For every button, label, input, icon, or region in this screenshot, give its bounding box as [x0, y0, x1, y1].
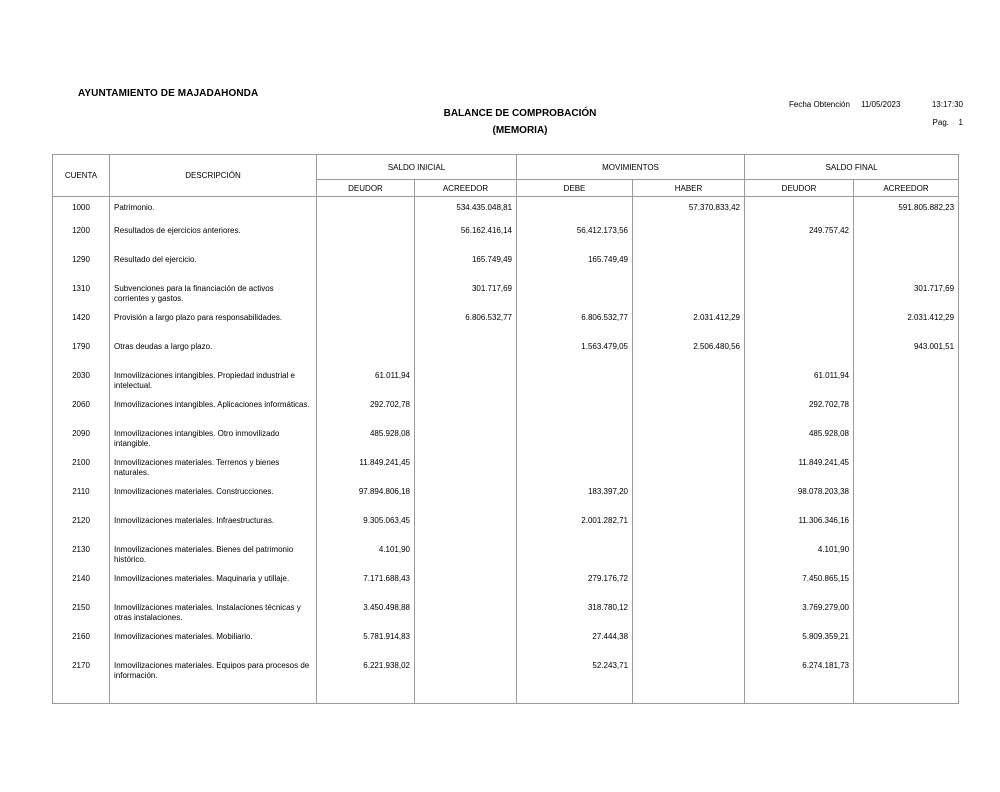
header-saldo-inicial: SALDO INICIAL — [317, 155, 517, 180]
cell-debe: 318.780,12 — [517, 603, 633, 632]
cell-cuenta: 2150 — [53, 603, 110, 632]
cell-cuenta: 2100 — [53, 458, 110, 487]
table-row — [53, 429, 959, 458]
cell-saldo-final-acreedor — [854, 661, 959, 690]
cell-descripcion: Provisión a largo plazo para responsabilidades. — [110, 313, 317, 342]
cell-cuenta: 2120 — [53, 516, 110, 545]
cell-saldo-inicial-deudor: 6.221.938,02 — [317, 661, 415, 690]
report-subtitle: (MEMORIA) — [492, 125, 548, 136]
cell-cuenta: 2110 — [53, 487, 110, 516]
cell-saldo-inicial-acreedor: 534.435.048,81 — [415, 197, 517, 227]
cell-saldo-final-deudor: 249.757,42 — [745, 226, 854, 255]
filler-cell — [53, 690, 110, 704]
header-saldo-final: SALDO FINAL — [745, 155, 959, 180]
filler-cell — [517, 690, 633, 704]
table-row — [53, 603, 959, 632]
cell-saldo-final-deudor: 485.928,08 — [745, 429, 854, 458]
cell-saldo-final-acreedor — [854, 255, 959, 284]
cell-saldo-final-deudor — [745, 342, 854, 371]
cell-cuenta: 1790 — [53, 342, 110, 371]
header-si-acreedor: ACREEDOR — [415, 180, 517, 197]
header-si-deudor: DEUDOR — [317, 180, 415, 197]
cell-saldo-inicial-acreedor: 6.806.532,77 — [415, 313, 517, 342]
page-number: 1 — [958, 118, 963, 127]
cell-saldo-final-deudor: 61.011,94 — [745, 371, 854, 400]
cell-cuenta: 1420 — [53, 313, 110, 342]
cell-saldo-final-deudor — [745, 197, 854, 227]
cell-descripcion: Resultados de ejercicios anteriores. — [110, 226, 317, 255]
table-row — [53, 197, 959, 227]
cell-descripcion: Inmovilizaciones materiales. Mobiliario. — [110, 632, 317, 661]
cell-descripcion: Inmovilizaciones materiales. Equipos para procesos de información. — [110, 661, 317, 690]
cell-descripcion: Inmovilizaciones materiales. Instalaciones técnicas y otras instalaciones. — [110, 603, 317, 632]
cell-cuenta: 2030 — [53, 371, 110, 400]
table-row — [53, 632, 959, 661]
cell-saldo-inicial-deudor: 5.781.914,83 — [317, 632, 415, 661]
header-movimientos: MOVIMIENTOS — [517, 155, 745, 180]
cell-saldo-inicial-acreedor — [415, 487, 517, 516]
cell-saldo-final-deudor: 11.849.241,45 — [745, 458, 854, 487]
header-sf-acreedor: ACREEDOR — [854, 180, 959, 197]
cell-haber — [633, 661, 745, 690]
cell-descripcion: Resultado del ejercicio. — [110, 255, 317, 284]
table-row — [53, 661, 959, 690]
cell-debe — [517, 545, 633, 574]
cell-saldo-final-deudor: 292.702,78 — [745, 400, 854, 429]
cell-debe — [517, 458, 633, 487]
cell-cuenta: 1000 — [53, 197, 110, 227]
cell-saldo-inicial-deudor: 97.894.806,18 — [317, 487, 415, 516]
fecha-value: 11/05/2023 — [861, 100, 901, 109]
cell-saldo-inicial-deudor: 3.450.498,88 — [317, 603, 415, 632]
cell-saldo-final-deudor: 11.306.346,16 — [745, 516, 854, 545]
table-row — [53, 371, 959, 400]
table-row — [53, 516, 959, 545]
cell-saldo-inicial-deudor — [317, 226, 415, 255]
table-filler-row — [53, 690, 959, 704]
cell-saldo-inicial-deudor: 485.928,08 — [317, 429, 415, 458]
table-row — [53, 255, 959, 284]
cell-saldo-final-deudor — [745, 255, 854, 284]
table-row — [53, 400, 959, 429]
cell-debe: 1.563.479,05 — [517, 342, 633, 371]
balance-table-body — [53, 197, 959, 704]
cell-saldo-inicial-deudor — [317, 284, 415, 313]
cell-saldo-final-deudor: 98.078.203,38 — [745, 487, 854, 516]
cell-saldo-inicial-deudor — [317, 313, 415, 342]
cell-saldo-final-acreedor: 591.805.882,23 — [854, 197, 959, 227]
cell-descripcion: Inmovilizaciones materiales. Terrenos y bienes naturales. — [110, 458, 317, 487]
cell-haber — [633, 487, 745, 516]
cell-haber: 57.370.833,42 — [633, 197, 745, 227]
hora-value: 13:17:30 — [931, 100, 963, 109]
cell-debe — [517, 371, 633, 400]
cell-descripcion: Inmovilizaciones intangibles. Propiedad industrial e intelectual. — [110, 371, 317, 400]
cell-cuenta: 2160 — [53, 632, 110, 661]
cell-saldo-final-acreedor — [854, 400, 959, 429]
cell-saldo-inicial-deudor: 4.101,90 — [317, 545, 415, 574]
cell-saldo-inicial-deudor: 292.702,78 — [317, 400, 415, 429]
header-descripcion: DESCRIPCIÓN — [110, 155, 317, 197]
report-meta — [789, 100, 963, 127]
cell-descripcion: Inmovilizaciones materiales. Infraestructuras. — [110, 516, 317, 545]
cell-debe — [517, 197, 633, 227]
header-haber: HABER — [633, 180, 745, 197]
cell-debe: 27.444,38 — [517, 632, 633, 661]
cell-debe — [517, 429, 633, 458]
cell-saldo-inicial-deudor: 11.849.241,45 — [317, 458, 415, 487]
cell-descripcion: Subvenciones para la financiación de activos corrientes y gastos. — [110, 284, 317, 313]
cell-haber — [633, 284, 745, 313]
cell-descripcion: Inmovilizaciones intangibles. Aplicaciones informáticas. — [110, 400, 317, 429]
cell-saldo-inicial-acreedor: 56.162.416,14 — [415, 226, 517, 255]
header-debe: DEBE — [517, 180, 633, 197]
page-label: Pag. — [932, 118, 949, 127]
table-row — [53, 226, 959, 255]
cell-cuenta: 1290 — [53, 255, 110, 284]
cell-haber — [633, 574, 745, 603]
cell-saldo-inicial-deudor: 9.305.063,45 — [317, 516, 415, 545]
cell-debe: 165.749,49 — [517, 255, 633, 284]
cell-saldo-inicial-acreedor — [415, 545, 517, 574]
cell-descripcion: Inmovilizaciones intangibles. Otro inmovilizado intangible. — [110, 429, 317, 458]
table-row — [53, 284, 959, 313]
cell-debe: 183.397,20 — [517, 487, 633, 516]
cell-saldo-inicial-acreedor: 165.749,49 — [415, 255, 517, 284]
cell-saldo-final-acreedor — [854, 545, 959, 574]
cell-saldo-inicial-acreedor — [415, 661, 517, 690]
report-title: BALANCE DE COMPROBACIÓN — [443, 108, 597, 119]
filler-cell — [110, 690, 317, 704]
cell-saldo-final-acreedor — [854, 574, 959, 603]
cell-haber — [633, 603, 745, 632]
balance-table — [52, 154, 959, 704]
cell-debe: 6.806.532,77 — [517, 313, 633, 342]
cell-saldo-inicial-acreedor — [415, 632, 517, 661]
cell-descripcion: Patrimonio. — [110, 197, 317, 227]
cell-cuenta: 1310 — [53, 284, 110, 313]
cell-saldo-final-deudor — [745, 313, 854, 342]
cell-cuenta: 2140 — [53, 574, 110, 603]
cell-saldo-inicial-deudor — [317, 342, 415, 371]
cell-saldo-final-deudor: 3.769.279,00 — [745, 603, 854, 632]
cell-saldo-final-acreedor — [854, 458, 959, 487]
cell-saldo-inicial-deudor: 7.171.688,43 — [317, 574, 415, 603]
table-row — [53, 574, 959, 603]
cell-haber — [633, 400, 745, 429]
cell-haber — [633, 429, 745, 458]
cell-haber — [633, 545, 745, 574]
cell-saldo-inicial-acreedor — [415, 516, 517, 545]
cell-saldo-final-acreedor — [854, 516, 959, 545]
cell-haber — [633, 458, 745, 487]
cell-descripcion: Inmovilizaciones materiales. Bienes del patrimonio histórico. — [110, 545, 317, 574]
cell-cuenta: 2130 — [53, 545, 110, 574]
cell-saldo-final-deudor: 7.450.865,15 — [745, 574, 854, 603]
cell-haber: 2.031.412,29 — [633, 313, 745, 342]
cell-saldo-inicial-deudor — [317, 197, 415, 227]
cell-descripcion: Otras deudas a largo plazo. — [110, 342, 317, 371]
cell-haber — [633, 516, 745, 545]
cell-saldo-inicial-acreedor — [415, 429, 517, 458]
cell-saldo-inicial-deudor: 61.011,94 — [317, 371, 415, 400]
filler-cell — [317, 690, 415, 704]
cell-saldo-final-acreedor: 943.001,51 — [854, 342, 959, 371]
cell-cuenta: 2170 — [53, 661, 110, 690]
cell-debe — [517, 284, 633, 313]
cell-debe: 56.412.173,56 — [517, 226, 633, 255]
cell-saldo-final-deudor: 4.101,90 — [745, 545, 854, 574]
cell-debe: 52.243,71 — [517, 661, 633, 690]
filler-cell — [633, 690, 745, 704]
cell-haber — [633, 255, 745, 284]
cell-saldo-final-acreedor — [854, 487, 959, 516]
cell-haber — [633, 632, 745, 661]
table-row — [53, 487, 959, 516]
cell-saldo-final-deudor: 5.809.359,21 — [745, 632, 854, 661]
cell-debe: 279.176,72 — [517, 574, 633, 603]
filler-cell — [854, 690, 959, 704]
table-row — [53, 342, 959, 371]
cell-saldo-final-acreedor: 2.031.412,29 — [854, 313, 959, 342]
cell-cuenta: 2090 — [53, 429, 110, 458]
cell-saldo-final-acreedor — [854, 603, 959, 632]
cell-saldo-inicial-acreedor — [415, 458, 517, 487]
header-cuenta: CUENTA — [53, 155, 110, 197]
cell-haber — [633, 226, 745, 255]
header-sf-deudor: DEUDOR — [745, 180, 854, 197]
cell-saldo-final-acreedor: 301.717,69 — [854, 284, 959, 313]
cell-saldo-inicial-acreedor — [415, 371, 517, 400]
cell-saldo-final-acreedor — [854, 429, 959, 458]
cell-debe: 2.001.282,71 — [517, 516, 633, 545]
cell-saldo-inicial-acreedor — [415, 574, 517, 603]
cell-cuenta: 1200 — [53, 226, 110, 255]
cell-saldo-final-acreedor — [854, 371, 959, 400]
cell-saldo-inicial-deudor — [317, 255, 415, 284]
table-row — [53, 313, 959, 342]
table-row — [53, 545, 959, 574]
cell-descripcion: Inmovilizaciones materiales. Maquinaria y utillaje. — [110, 574, 317, 603]
cell-saldo-final-deudor: 6.274.181,73 — [745, 661, 854, 690]
cell-saldo-inicial-acreedor — [415, 400, 517, 429]
cell-saldo-inicial-acreedor — [415, 342, 517, 371]
filler-cell — [415, 690, 517, 704]
cell-saldo-inicial-acreedor — [415, 603, 517, 632]
cell-haber — [633, 371, 745, 400]
cell-haber: 2.506.480,56 — [633, 342, 745, 371]
filler-cell — [745, 690, 854, 704]
cell-debe — [517, 400, 633, 429]
cell-saldo-inicial-acreedor: 301.717,69 — [415, 284, 517, 313]
cell-cuenta: 2060 — [53, 400, 110, 429]
table-row — [53, 458, 959, 487]
organization-name: AYUNTAMIENTO DE MAJADAHONDA — [78, 88, 259, 99]
cell-descripcion: Inmovilizaciones materiales. Construcciones. — [110, 487, 317, 516]
cell-saldo-final-acreedor — [854, 226, 959, 255]
cell-saldo-final-acreedor — [854, 632, 959, 661]
fecha-label: Fecha Obtención — [789, 100, 850, 109]
cell-saldo-final-deudor — [745, 284, 854, 313]
